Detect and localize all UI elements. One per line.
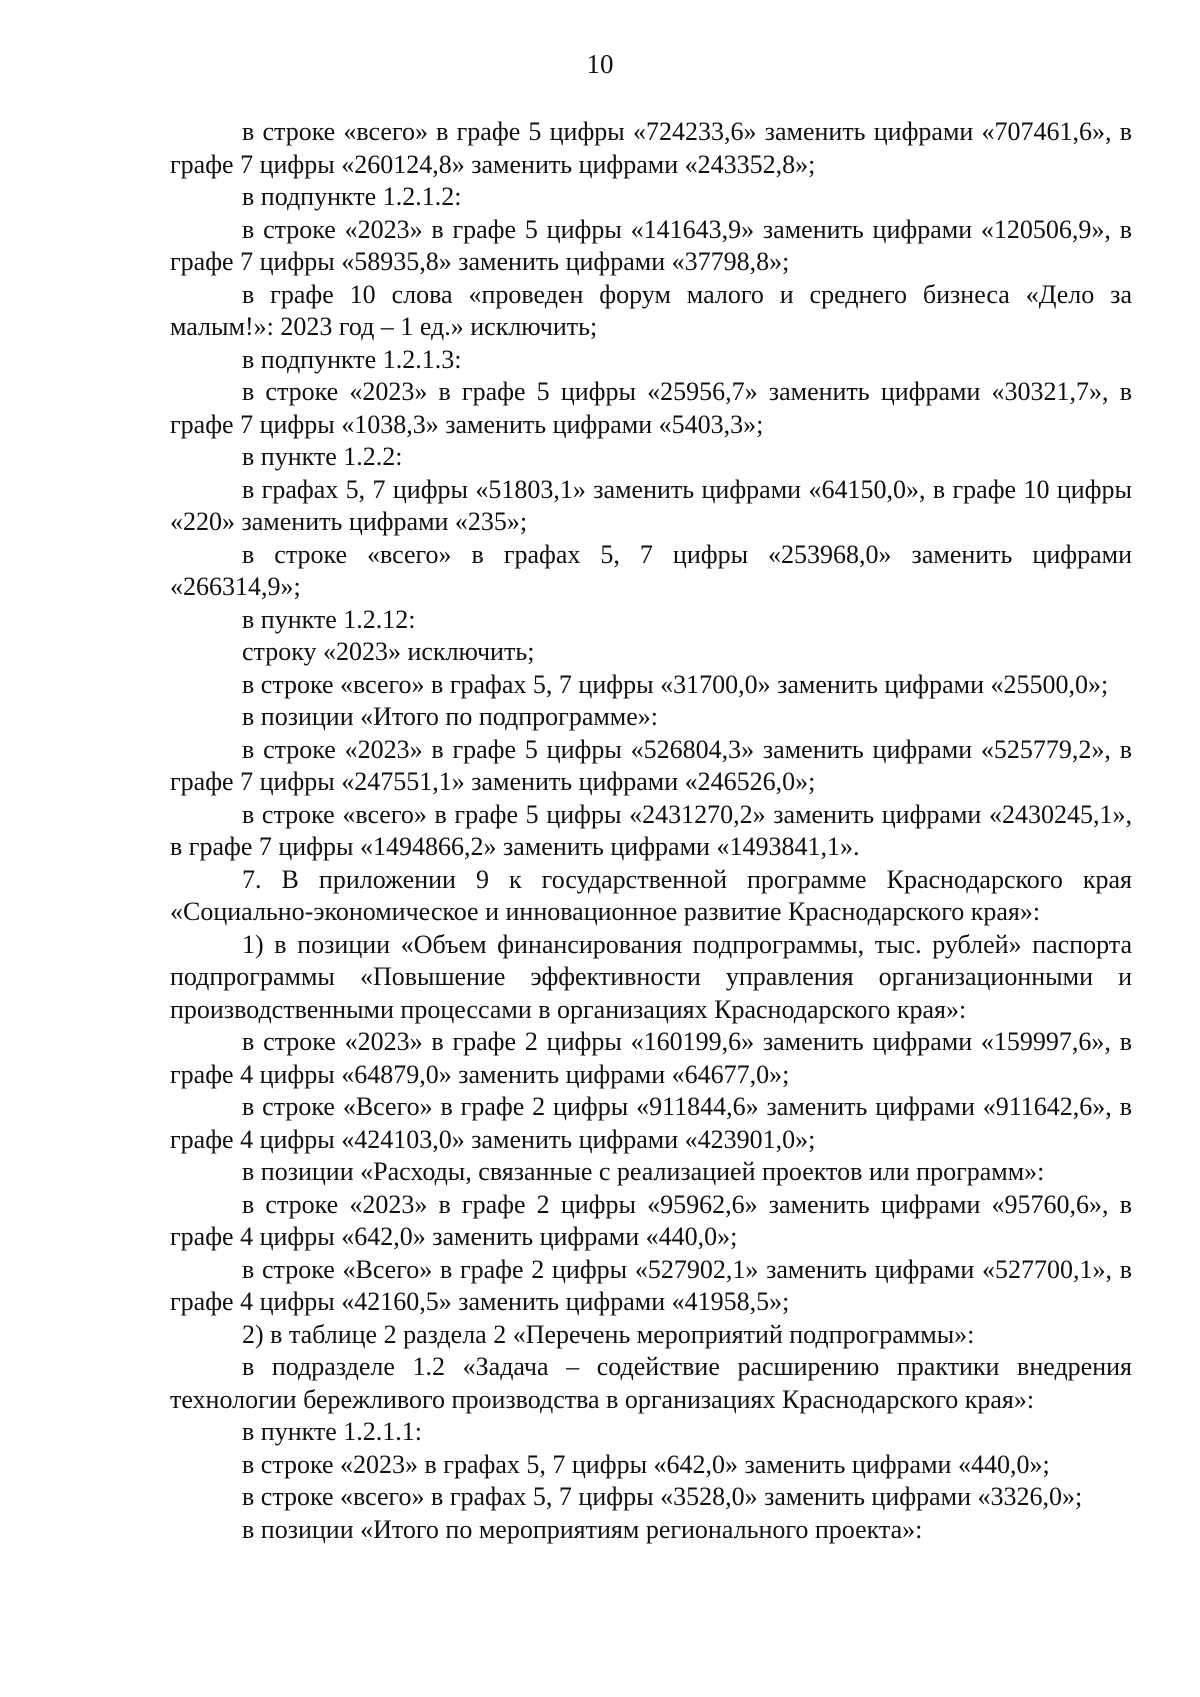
paragraph: 2) в таблице 2 раздела 2 «Перечень мероприятий подпрограммы»:: [242, 1319, 975, 1349]
paragraph: в позиции «Итого по подпрограмме»:: [242, 702, 659, 731]
paragraph: в строке «2023» в графе 5 цифры «25956,7» заменить цифрами «30321,7», в графе 7 цифры «1038,3» заменить цифрами «5403,3»;: [170, 377, 1132, 439]
paragraph: в подпункте 1.2.1.3:: [242, 344, 462, 374]
paragraph: в строке «всего» в графе 5 цифры «2431270,2» заменить цифрами «2430245,1», в графе 7 цифры «1494866,2» заменить цифрами «1493841,1».: [170, 799, 1132, 861]
paragraph: в строке «Всего» в графе 2 цифры «527902,1» заменить цифрами «527700,1», в графе 4 цифры «42160,5» заменить цифрами «41958,5»;: [170, 1254, 1132, 1316]
paragraph: в строке «всего» в графе 5 цифры «724233,6» заменить цифрами «707461,6», в графе 7 цифры «260124,8» заменить цифрами «243352,8»;: [170, 117, 1132, 179]
paragraph: в строке «2023» в графе 2 цифры «160199,6» заменить цифрами «159997,6», в графе 4 цифры «64879,0» заменить цифрами «64677,0»;: [170, 1027, 1132, 1089]
paragraph: в пункте 1.2.2:: [242, 442, 403, 471]
paragraph: 7. В приложении 9 к государственной программе Краснодарского края «Социально-экономическое и инновационное развитие Краснодарского края»:: [170, 864, 1132, 926]
paragraph: в строке «всего» в графах 5, 7 цифры «31700,0» заменить цифрами «25500,0»;: [242, 669, 1109, 699]
paragraph: в строке «2023» в графе 5 цифры «526804,3» заменить цифрами «525779,2», в графе 7 цифры «247551,1» заменить цифрами «246526,0»;: [170, 734, 1132, 796]
paragraph: в подразделе 1.2 «Задача – содействие расширению практики внедрения технологии бережливого производства в организациях Краснодарского края»:: [170, 1352, 1132, 1414]
paragraph: в позиции «Итого по мероприятиям регионального проекта»:: [242, 1514, 923, 1544]
paragraph: 1) в позиции «Объем финансирования подпрограммы, тыс. рублей» паспорта подпрограммы «Повышение эффективности управления организационными и производственными процессами в организациях Краснодарского края»:: [170, 929, 1132, 1024]
paragraph: в пункте 1.2.12:: [242, 604, 416, 634]
paragraph: строку «2023» исключить;: [242, 637, 535, 666]
paragraph: в подпункте 1.2.1.2:: [242, 182, 462, 211]
paragraph: в строке «Всего» в графе 2 цифры «911844,6» заменить цифрами «911642,6», в графе 4 цифры «424103,0» заменить цифрами «423901,0»;: [170, 1092, 1132, 1154]
paragraph: в графе 10 слова «проведен форум малого и среднего бизнеса «Дело за малым!»: 2023 год – 1 ед.» исключить;: [170, 279, 1132, 341]
paragraph: в строке «2023» в графе 5 цифры «141643,9» заменить цифрами «120506,9», в графе 7 цифры «58935,8» заменить цифрами «37798,8»;: [170, 214, 1132, 276]
paragraph: в пункте 1.2.1.1:: [242, 1417, 423, 1446]
paragraph: в строке «всего» в графах 5, 7 цифры «253968,0» заменить цифрами «266314,9»;: [170, 539, 1132, 601]
paragraph: в графах 5, 7 цифры «51803,1» заменить цифрами «64150,0», в графе 10 цифры «220» заменить цифрами «235»;: [170, 474, 1132, 536]
paragraph: в строке «всего» в графах 5, 7 цифры «3528,0» заменить цифрами «3326,0»;: [242, 1482, 1083, 1511]
page-number: 10: [586, 49, 614, 79]
paragraph: в строке «2023» в графах 5, 7 цифры «642,0» заменить цифрами «440,0»;: [242, 1449, 1050, 1479]
paragraph: в позиции «Расходы, связанные с реализацией проектов или программ»:: [242, 1157, 1045, 1186]
document-body: [170, 116, 1132, 1546]
paragraph: в строке «2023» в графе 2 цифры «95962,6» заменить цифрами «95760,6», в графе 4 цифры «642,0» заменить цифрами «440,0»;: [170, 1189, 1132, 1251]
